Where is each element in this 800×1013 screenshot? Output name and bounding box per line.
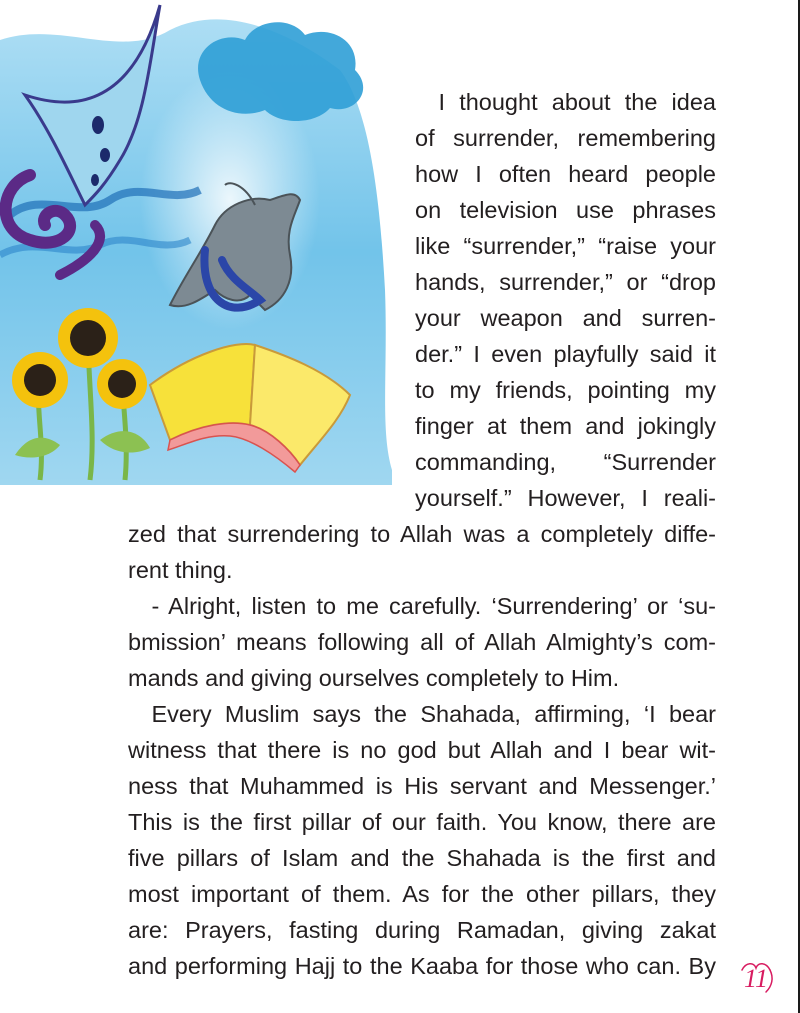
text-line: yourself.” However, I reali- xyxy=(415,485,716,511)
text-line: how I often heard people xyxy=(415,161,716,187)
text-line: ness that Muhammed is His servant and Messenger.’ xyxy=(128,773,716,799)
text-line: and performing Hajj to the Kaaba for those who can. By xyxy=(128,953,716,979)
text-line: witness that there is no god but Allah and I bear wit- xyxy=(128,737,716,763)
text-line: - Alright, listen to me carefully. ‘Surrendering’ or ‘su- xyxy=(128,593,716,619)
text-line: your weapon and surren- xyxy=(415,305,716,331)
text-line: This is the first pillar of our faith. You know, there are xyxy=(128,809,716,835)
page-number-text: 11 xyxy=(743,964,769,993)
text-line: most important of them. As for the other pillars, they xyxy=(128,881,716,907)
text-line: rent thing. xyxy=(128,557,233,583)
text-line: der.” I even playfully said it xyxy=(415,341,716,367)
text-line: are: Prayers, fasting during Ramadan, giving zakat xyxy=(128,917,716,943)
text-line: mands and giving ourselves completely to Him. xyxy=(128,665,620,691)
text-line: commanding, “Surrender xyxy=(415,449,716,475)
text-line: finger at them and jokingly xyxy=(415,413,716,439)
text-line: five pillars of Islam and the Shahada is the first and xyxy=(128,845,716,871)
text-line: bmission’ means following all of Allah Almighty’s com- xyxy=(128,629,716,655)
watercolor-illustration xyxy=(0,0,392,485)
page-number xyxy=(736,960,784,1000)
text-line: like “surrender,” “raise your xyxy=(415,233,716,259)
text-line: I thought about the idea xyxy=(415,89,716,115)
text-line: of surrender, remembering xyxy=(415,125,716,151)
text-line: zed that surrendering to Allah was a completely diffe- xyxy=(128,521,716,547)
text-line: on television use phrases xyxy=(415,197,716,223)
text-line: Every Muslim says the Shahada, affirming, ‘I bear xyxy=(128,701,716,727)
text-line: hands, surrender,” or “drop xyxy=(415,269,716,295)
text-line: to my friends, pointing my xyxy=(415,377,716,403)
